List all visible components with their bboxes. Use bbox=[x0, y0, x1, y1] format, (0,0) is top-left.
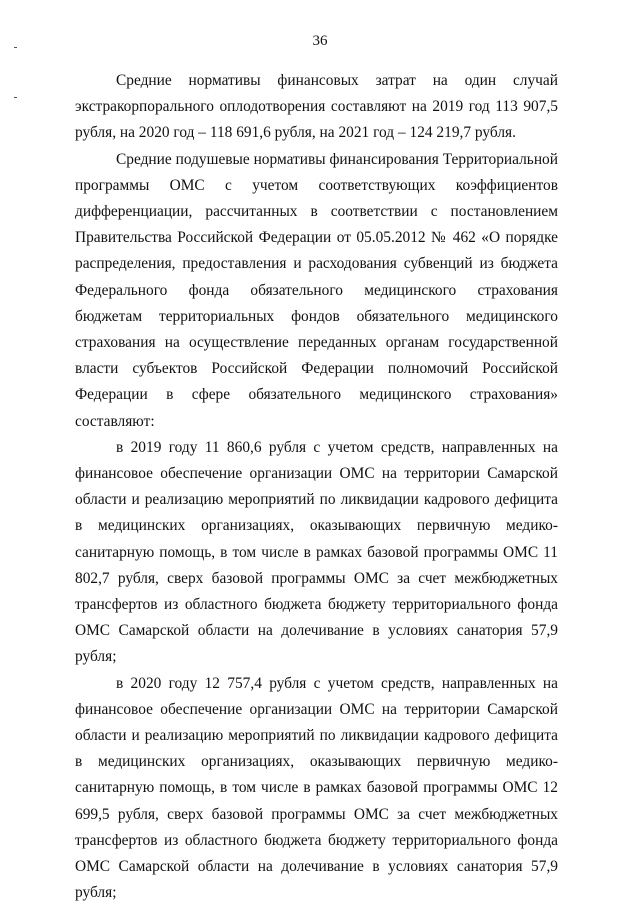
paragraph-per-capita-norms: Средние подушевые нормативы финансирования Территориальной программы ОМС с учетом соответствующих коэффициентов дифференциации, рассчитанных в соответствии с постановлением Правительства Российской Федерации от 05.05.2012 № 462 «О порядке распределения, предоставления и расходования субвенций из бюджета Федерального фонда обязательного медицинского страхования бюджетам территориальных фондов обязательного медицинского страхования на осуществление переданных органам государственной власти субъектов Российской Федерации полномочий Российской Федерации в сфере обязательного медицинского страхования» составляют: bbox=[75, 150, 558, 430]
document-body bbox=[75, 68, 558, 907]
paragraph-2020-norm: в 2020 году 12 757,4 рубля с учетом средств, направленных на финансовое обеспечение организации ОМС на территории Самарской области и реализацию мероприятий по ликвидации кадрового дефицита в медицинских организациях, оказывающих первичную медико-санитарную помощь, в том числе в рамках базовой программы ОМС 12 699,5 рубля, сверх базовой программы ОМС за счет межбюджетных трансфертов из областного бюджета бюджету территориального фонда ОМС Самарской области на долечивание в условиях санатория 57,9 рубля; bbox=[75, 674, 558, 902]
paragraph-ivf-cost-norms: Средние нормативы финансовых затрат на один случай экстракорпорального оплодотворения составляют на 2019 год 113 907,5 рубля, на 2020 год – 118 691,6 рубля, на 2021 год – 124 219,7 рубля. bbox=[75, 72, 558, 142]
page-number: 36 bbox=[312, 33, 328, 49]
scan-mark bbox=[14, 97, 17, 98]
paragraph-2019-norm: в 2019 году 11 860,6 рубля с учетом средств, направленных на финансовое обеспечение организации ОМС на территории Самарской области и реализацию мероприятий по ликвидации кадрового дефицита в медицинских организациях, оказывающих первичную медико-санитарную помощь, в том числе в рамках базовой программы ОМС 11 802,7 рубля, сверх базовой программы ОМС за счет межбюджетных трансфертов из областного бюджета бюджету территориального фонда ОМС Самарской области на долечивание в условиях санатория 57,9 рубля; bbox=[75, 438, 558, 666]
